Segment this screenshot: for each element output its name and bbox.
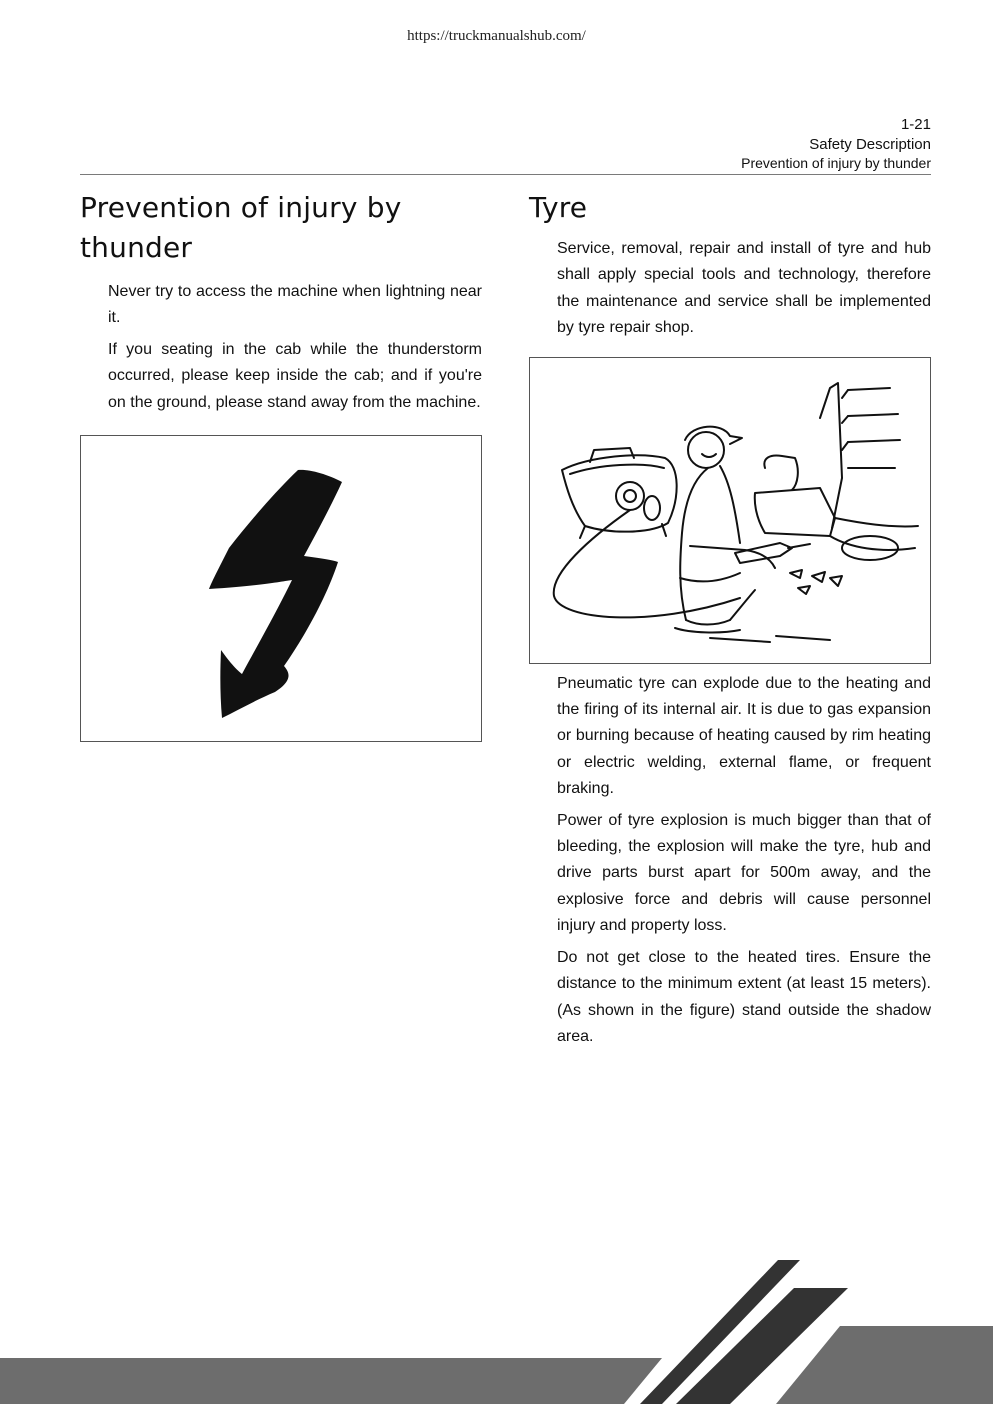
- page-number: 1-21: [900, 116, 931, 133]
- footer-bar-left: [0, 1358, 662, 1404]
- paragraph: Power of tyre explosion is much bigger than that of bleeding, the explosion will make the tyre, hub and drive parts burst apart for 500m away, and the explosive force and debris will cause personnel injury and property loss.: [557, 811, 931, 935]
- paragraph: Pneumatic tyre can explode due to the heating and the firing of its internal air. It is due to gas expansion or burning because of heating caused by rim heating or electric welding, external flame, or frequent braking.: [557, 674, 931, 798]
- page-header: [741, 115, 931, 174]
- header-divider: [80, 174, 931, 175]
- tyre-service-illustration: [530, 358, 930, 663]
- section-title-thunder: Prevention of injury by thunder: [80, 191, 402, 264]
- chapter-title: Safety Description: [809, 135, 931, 153]
- thunder-text: [108, 279, 482, 416]
- section-context: Prevention of injury by thunder: [741, 155, 931, 171]
- paragraph: If you seating in the cab while the thunderstorm occurred, please keep inside the cab; and if you're on the ground, please stand away from the machine.: [108, 340, 482, 411]
- lightning-bolt-icon: [81, 436, 481, 741]
- paragraph: Never try to access the machine when lightning near it.: [108, 283, 482, 327]
- left-column: [80, 188, 482, 742]
- source-url: https://truckmanualshub.com/: [407, 28, 586, 44]
- footer-bar-right: [776, 1326, 993, 1404]
- paragraph: Service, removal, repair and install of tyre and hub shall apply special tools and technology, therefore the maintenance and service shall be implemented by tyre repair shop.: [557, 240, 931, 337]
- section-title-tyre: Tyre: [529, 191, 588, 224]
- tyre-figure: [529, 357, 931, 664]
- tyre-intro: [557, 236, 931, 342]
- lightning-figure: [80, 435, 482, 742]
- footer-decoration: [0, 1254, 993, 1404]
- paragraph: Do not get close to the heated tires. Ensure the distance to the minimum extent (at least 15 meters). (As shown in the figure) stand outside the shadow area.: [557, 948, 931, 1045]
- tyre-text: [557, 671, 931, 1051]
- right-column: [529, 188, 931, 1055]
